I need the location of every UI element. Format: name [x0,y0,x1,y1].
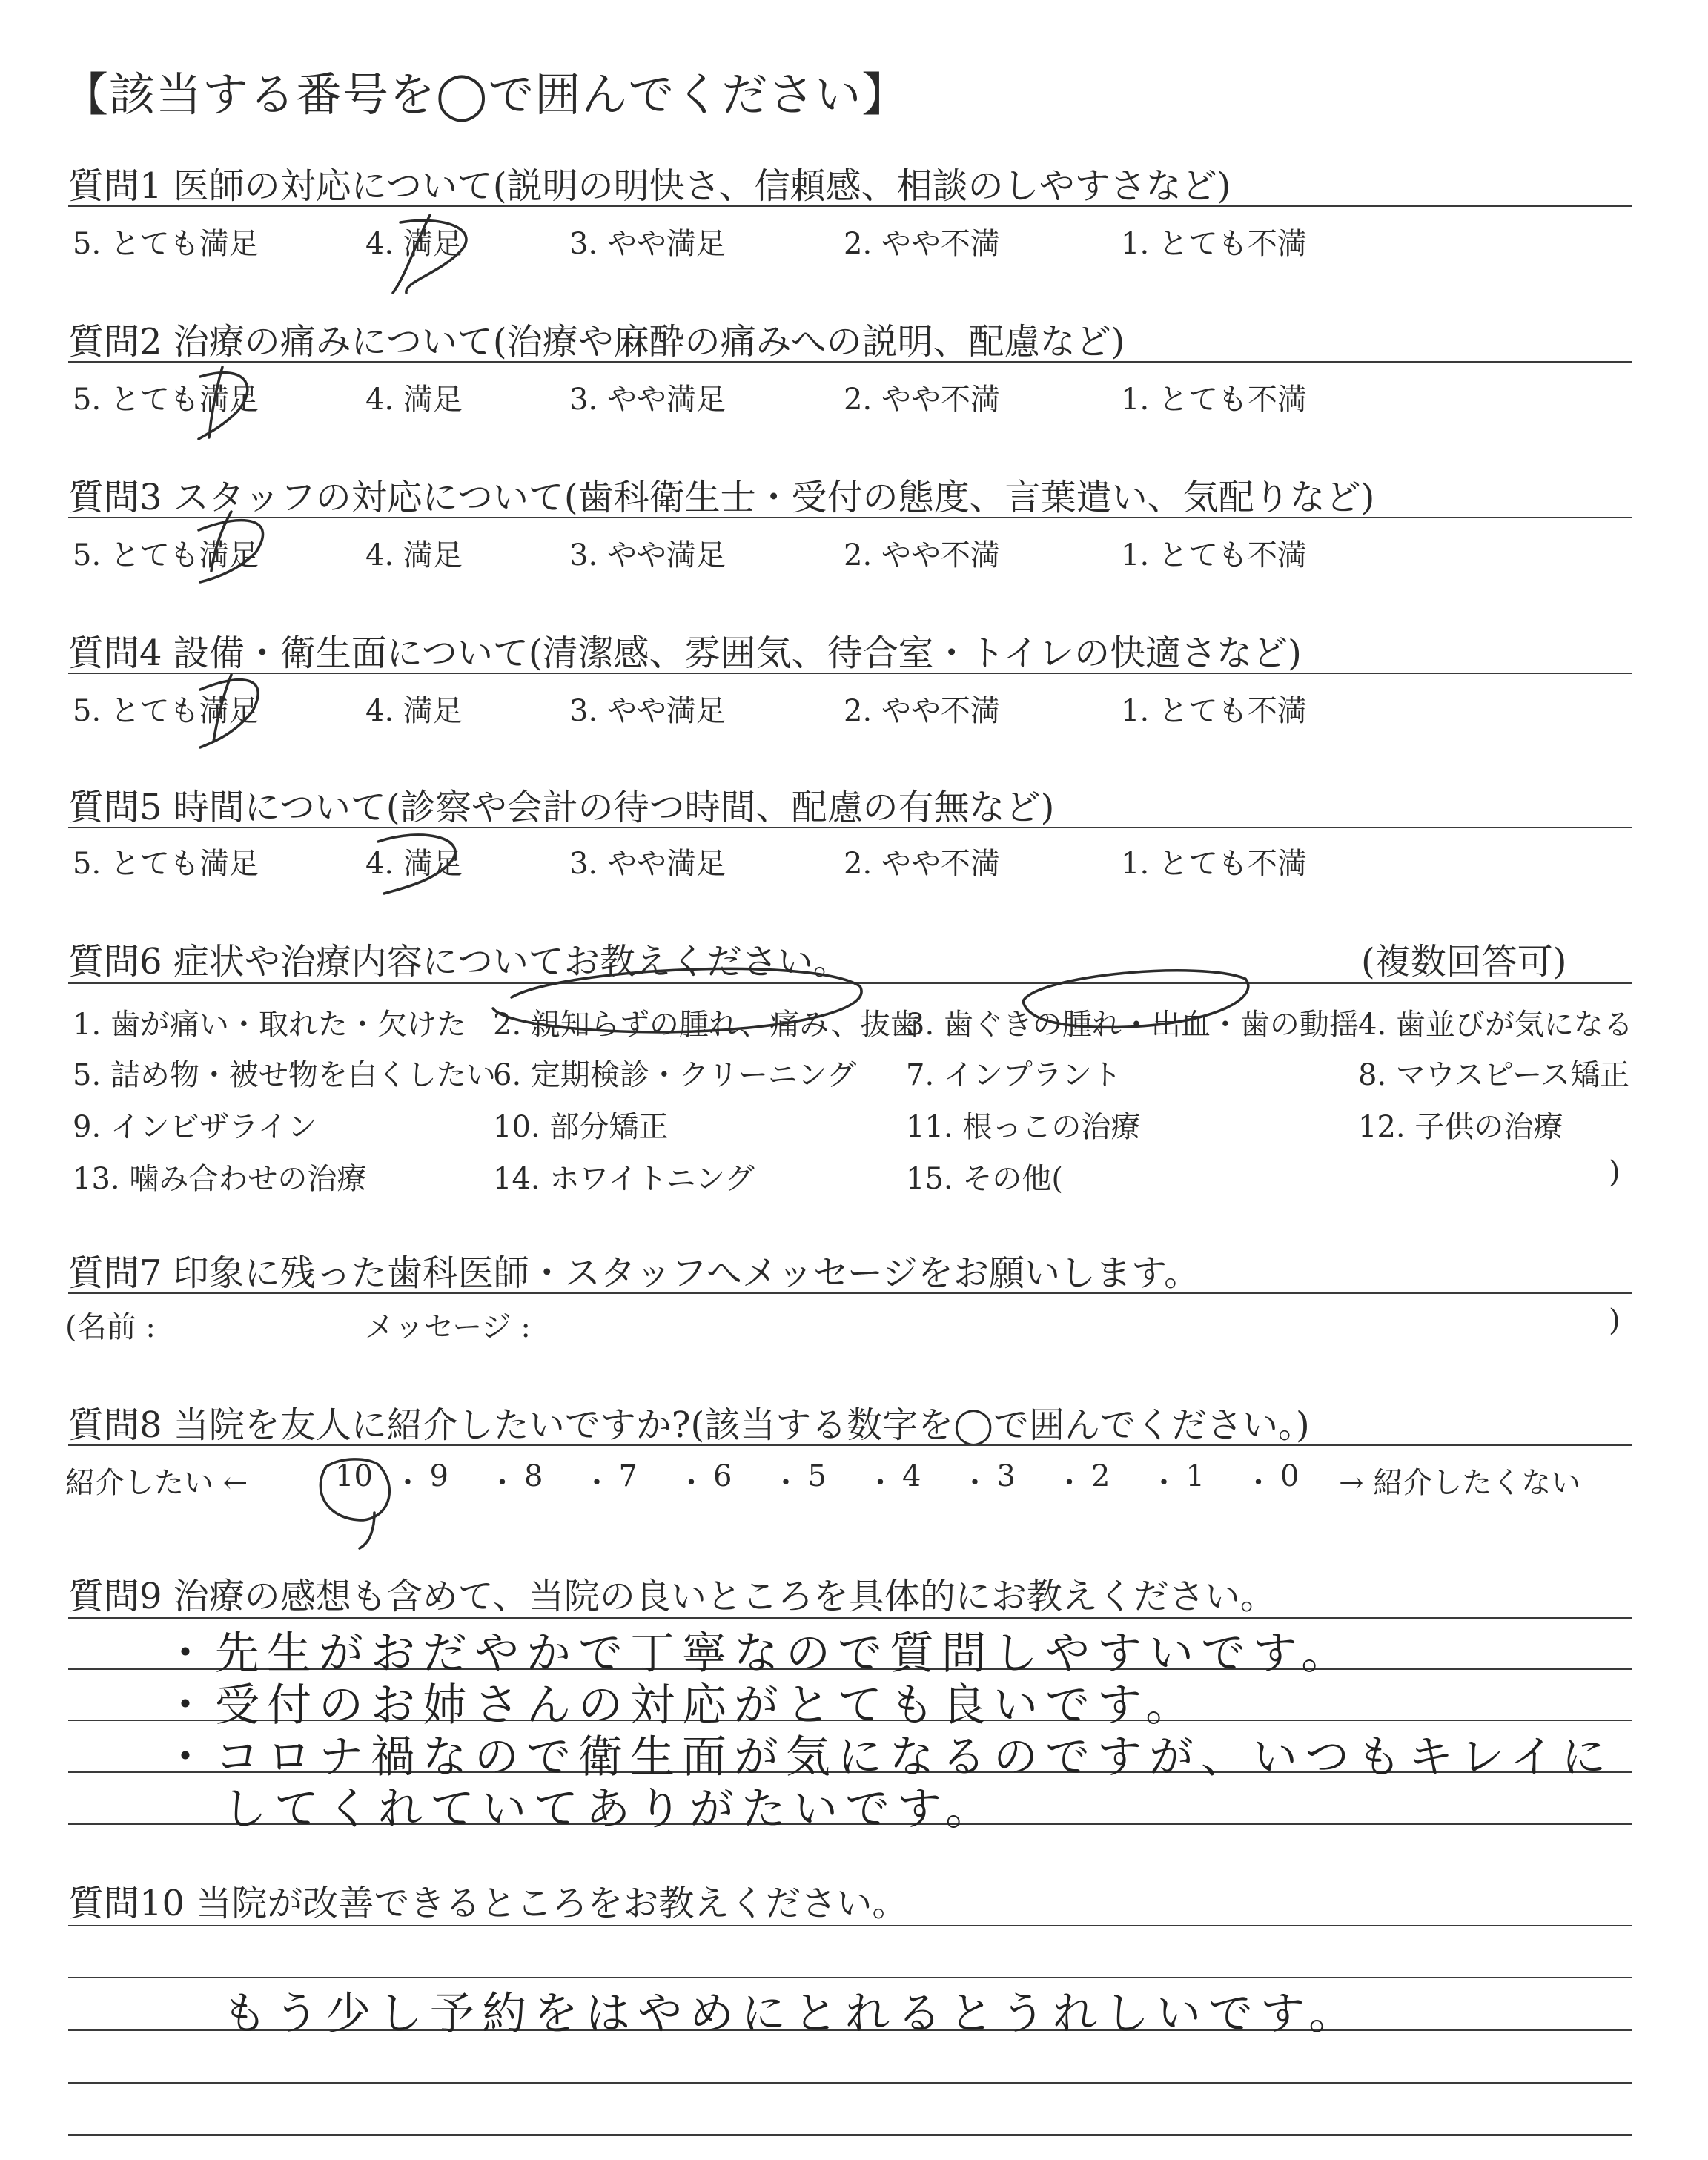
q2-option-2[interactable]: 2. やや不満 [844,383,1000,417]
q4-circle-mark [200,675,258,747]
q6-item-2[interactable]: 2. 親知らずの腫れ、痛み、抜歯 [493,1008,920,1042]
q8-scale-separator: ・ [393,1466,423,1500]
q6-other-close: ) [1609,1155,1621,1189]
question-10-label: 質問10 当院が改善できるところをお教えください。 [68,1883,908,1924]
q2-option-4[interactable]: 4. 満足 [365,383,463,417]
q6-item-9[interactable]: 9. インビザライン [73,1110,317,1144]
q8-scale-10[interactable]: 10 [335,1459,373,1493]
q6-item-11[interactable]: 11. 根っこの治療 [906,1110,1141,1144]
q4-option-5[interactable]: 5. とても満足 [73,694,259,728]
q6-item-3-circle-mark [1023,971,1248,1028]
q8-scale-8[interactable]: 8 [524,1459,543,1493]
q3-option-4[interactable]: 4. 満足 [365,538,463,572]
q8-scale-2[interactable]: 2 [1091,1459,1110,1493]
q2-circle-mark [199,367,248,439]
q8-scale-separator: ・ [771,1466,801,1500]
question-7-label: 質問7 印象に残った歯科医師・スタッフへメッセージをお願いします。 [68,1252,1200,1294]
q8-scale-9[interactable]: 9 [429,1459,448,1493]
q8-scale-separator: ・ [487,1466,517,1500]
question-4-label: 質問4 設備・衛生面について(清潔感、雰囲気、待合室・トイレの快適さなど) [68,633,1302,674]
q2-option-1[interactable]: 1. とても不満 [1121,383,1307,417]
q1-option-3[interactable]: 3. やや満足 [569,227,726,261]
q1-option-5[interactable]: 5. とても満足 [73,227,259,261]
q5-option-5[interactable]: 5. とても満足 [73,847,259,881]
q3-option-3[interactable]: 3. やや満足 [569,538,726,572]
q6-item-5[interactable]: 5. 詰め物・被せ物を白くしたい [73,1058,496,1092]
form-header: 【該当する番号を◯で囲んでください】 [62,67,909,122]
q7-message-label: メッセージ : [365,1310,531,1344]
q3-option-5[interactable]: 5. とても満足 [73,538,259,572]
q6-item-14[interactable]: 14. ホワイトニング [493,1162,755,1196]
q9-answer-line-3: ・コロナ禍なので衛生面が気になるのですが、いつもキレイに [163,1731,1614,1783]
q1-option-1[interactable]: 1. とても不満 [1121,227,1307,261]
q4-option-3[interactable]: 3. やや満足 [569,694,726,728]
q5-circle-mark [378,835,455,894]
q8-scale-separator: ・ [582,1466,612,1500]
q6-item-10[interactable]: 10. 部分矯正 [493,1110,669,1144]
question-3-label: 質問3 スタッフの対応について(歯科衛生士・受付の態度、言葉遣い、気配りなど) [68,477,1375,518]
q8-scale-7[interactable]: 7 [618,1459,638,1493]
q8-scale-separator: ・ [960,1466,990,1500]
q6-item-15[interactable]: 15. その他( [906,1162,1063,1196]
question-2-label: 質問2 治療の痛みについて(治療や麻酔の痛みへの説明、配慮など) [68,321,1125,363]
q4-option-2[interactable]: 2. やや不満 [844,694,1000,728]
q9-answer-line-2: ・受付のお姉さんの対応がとても良いです。 [163,1680,1198,1731]
q8-right-label: → 紹介したくない [1339,1466,1581,1500]
q8-scale-0[interactable]: 0 [1280,1459,1300,1493]
q8-scale-separator: ・ [1149,1466,1179,1500]
q6-item-4[interactable]: 4. 歯並びが気になる [1358,1008,1633,1042]
q3-circle-mark [199,512,263,582]
q6-item-7[interactable]: 7. インプラント [906,1058,1122,1092]
q6-item-13[interactable]: 13. 噛み合わせの治療 [73,1162,367,1196]
q3-option-2[interactable]: 2. やや不満 [844,538,1000,572]
q6-item-6[interactable]: 6. 定期検診・クリーニング [493,1058,857,1092]
q5-option-1[interactable]: 1. とても不満 [1121,847,1307,881]
question-5-label: 質問5 時間について(診察や会計の待つ時間、配慮の有無など) [68,787,1055,828]
q2-option-3[interactable]: 3. やや満足 [569,383,726,417]
q5-option-4[interactable]: 4. 満足 [365,847,463,881]
q8-scale-separator: ・ [1054,1466,1085,1500]
question-1-label: 質問1 医師の対応について(説明の明快さ、信頼感、相談のしやすさなど) [68,165,1231,207]
q6-item-12[interactable]: 12. 子供の治療 [1358,1110,1563,1144]
q1-option-2[interactable]: 2. やや不満 [844,227,1000,261]
q1-circle-mark [393,215,466,293]
q8-left-label: 紹介したい ← [65,1466,248,1500]
q6-item-8[interactable]: 8. マウスピース矯正 [1358,1058,1630,1092]
question-9-label: 質問9 治療の感想も含めて、当院の良いところを具体的にお教えください。 [68,1576,1276,1617]
q8-scale-separator: ・ [676,1466,706,1500]
q1-option-4[interactable]: 4. 満足 [365,227,463,261]
q6-item-3[interactable]: 3. 歯ぐきの腫れ・出血・歯の動揺 [906,1008,1359,1042]
q6-item-2-circle-mark [493,968,861,1032]
q3-option-1[interactable]: 1. とても不満 [1121,538,1307,572]
q8-scale-6[interactable]: 6 [713,1459,732,1493]
q2-option-5[interactable]: 5. とても満足 [73,383,259,417]
q4-option-1[interactable]: 1. とても不満 [1121,694,1307,728]
q8-scale-4[interactable]: 4 [902,1459,921,1493]
q8-circle-mark [320,1459,389,1548]
q10-answer-line-1: もう少し予約をはやめにとれるとうれしいです。 [222,1988,1361,2040]
q7-close: ) [1609,1304,1621,1338]
question-6-note: (複数回答可) [1361,941,1567,982]
q9-answer-line-1: ・先生がおだやかで丁寧なので質問しやすいです。 [163,1628,1354,1680]
question-6-label: 質問6 症状や治療内容についてお教えください。 [68,941,849,982]
q5-option-3[interactable]: 3. やや満足 [569,847,726,881]
q7-name-label: (名前 : [65,1310,156,1344]
question-8-label: 質問8 当院を友人に紹介したいですか?(該当する数字を◯で囲んでください。) [68,1404,1310,1446]
q4-option-4[interactable]: 4. 満足 [365,694,463,728]
q8-scale-separator: ・ [1243,1466,1274,1500]
q8-scale-3[interactable]: 3 [996,1459,1016,1493]
q5-option-2[interactable]: 2. やや不満 [844,847,1000,881]
q9-answer-line-4: してくれていてありがたいです。 [222,1783,998,1835]
q8-scale-separator: ・ [865,1466,896,1500]
q8-scale-5[interactable]: 5 [807,1459,827,1493]
q8-scale-1[interactable]: 1 [1185,1459,1205,1493]
q6-item-1[interactable]: 1. 歯が痛い・取れた・欠けた [73,1008,466,1042]
